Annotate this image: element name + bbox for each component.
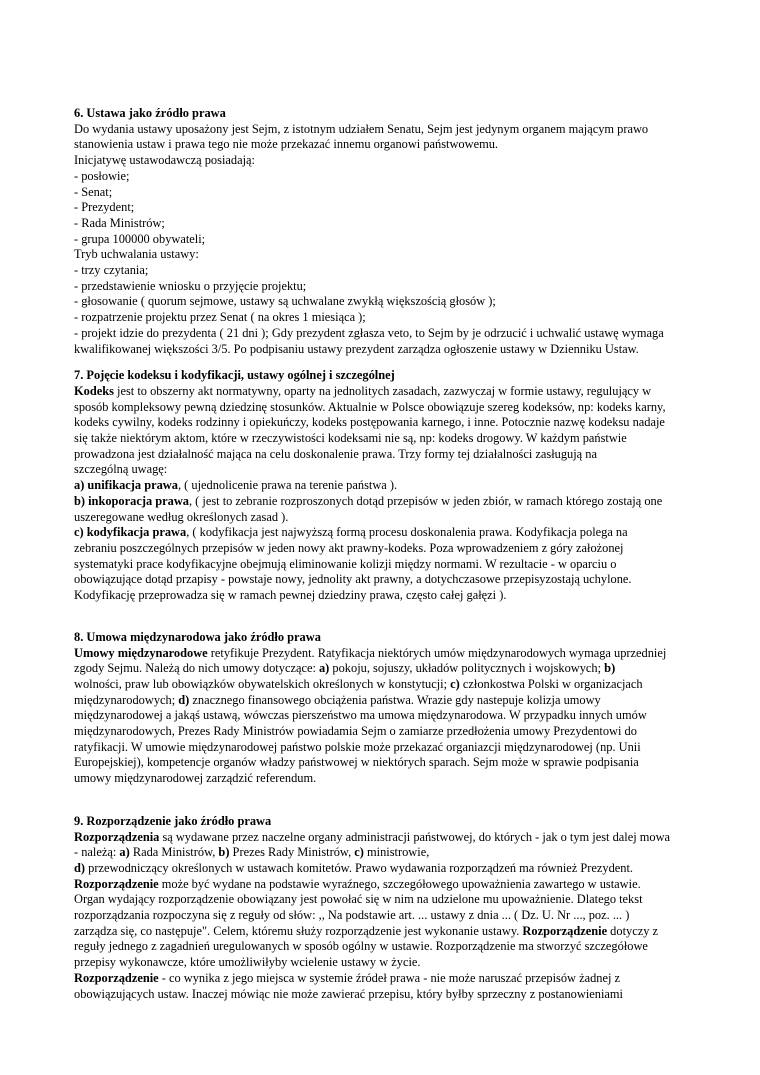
paragraph-line: Kodyfikację przeprowadza się w ramach pewnej dziedziny prawa, często całej gałęzi ). xyxy=(74,588,507,603)
paragraph-line: ratyfikacji. W umowie międzynarodowej państwo polskie może przekazać organiazcji międzynarodowej (np. Unii xyxy=(74,739,641,754)
section-7 xyxy=(74,368,690,604)
paragraph-line: obowiązujących ustaw. Inaczej mówiąc nie może zawierać przepisu, który byłby sprzeczny z postanowieniami xyxy=(74,986,623,1001)
paragraph-line: umowy międzynarodowej zarządzić referendum. xyxy=(74,771,317,786)
section-7-title: 7. Pojęcie kodeksu i kodyfikacji, ustawy ogólnej i szczególnej xyxy=(74,368,395,383)
paragraph-line: systematyki prace kodyfikacyjne obejmują eliminowanie kolizji między normami. W rezultacie - w oparciu o xyxy=(74,556,617,571)
paragraph-line: zebraniu poszczególnych przepisów w jeden nowy akt prawny-kodeks. Poza wprowadzeniem z góry założonej xyxy=(74,540,624,555)
paragraph-line: sposób kompleksowy pewną dziedzinę stosunków. Aktualnie w Polsce obowiązuje szereg kodeksów, np: kodeks karny, xyxy=(74,399,666,414)
paragraph-line: - należą: a) Rada Ministrów, b) Prezes Rady Ministrów, c) ministrowie, xyxy=(74,845,430,860)
procedure-label: Tryb uchwalania ustawy: xyxy=(74,247,199,262)
list-item: - Rada Ministrów; xyxy=(74,215,165,230)
list-item: kwalifikowanej większości 3/5. Po podpisaniu ustawy prezydent zarządza ogłoszenie ustawy w Dzienniku Ustaw. xyxy=(74,341,639,356)
list-item: - projekt idzie do prezydenta ( 21 dni ); Gdy prezydent zgłasza veto, to Sejm by je odrzucić i uchwalić ustawę wymaga xyxy=(74,325,664,340)
paragraph-line: reguły jednego z zagadnień uregulowanych w sposób ogólny w ustawie. Rozporządzenie ma stworzyć szczegółowe xyxy=(74,939,648,954)
paragraph-line: Rozporządzenia są wydawane przez naczelne organy administracji państwowej, do których - jak o tym jest dalej mowa xyxy=(74,829,671,844)
list-item: - grupa 100000 obywateli; xyxy=(74,231,206,246)
section-8 xyxy=(74,630,690,787)
kodeks-term: Kodeks xyxy=(74,383,114,398)
section-6-title: 6. Ustawa jako źródło prawa xyxy=(74,106,226,120)
term-c: c) kodyfikacja prawa xyxy=(74,525,187,540)
paragraph-line: wolności, praw lub obowiązków obywatelskich określonych w konstytucji; c) członkostwa Polski w organizacjach xyxy=(74,676,643,691)
paragraph-line: c) kodyfikacja prawa, ( kodyfikacja jest najwyższą formą procesu doskonalenia prawa. Kodyfikacja polega na xyxy=(74,525,628,540)
paragraph-line: Kodeks jest to obszerny akt normatywny, oparty na jednolitych zasadach, zazwyczaj w formie ustawy, regulujący w xyxy=(74,383,652,398)
paragraph-line: obowiązujące dotąd przapisy - powstaje nowy, jednolity akt prawny, a dotychczasowe przepisyzostają uchylone. xyxy=(74,572,632,587)
section-8-title: 8. Umowa międzynarodowa jako źródło prawa xyxy=(74,629,321,644)
paragraph-line: Rozporządzenie - co wynika z jego miejsca w systemie źródeł prawa - nie może naruszać przepisów żadnej z xyxy=(74,970,621,985)
section-6 xyxy=(74,106,690,357)
section-9-title: 9. Rozporządzenie jako źródło prawa xyxy=(74,813,272,828)
paragraph-line: międzynarodowych, Prezes Rady Ministrów powiadamia Sejm o zamiarze przedłożenia umowy Prezydentowi do xyxy=(74,724,637,739)
list-item: - trzy czytania; xyxy=(74,263,149,278)
list-item: - Senat; xyxy=(74,184,113,199)
paragraph-line: międzynarodowej a jakąś ustawą, wówczas pierszeństwo ma umowa międzynarodowa. W przypadku innych umów xyxy=(74,708,647,723)
paragraph-line: prowadzona jest działalność mająca na celu doskonalenie prawa. Trzy formy tej działalności zasługują na xyxy=(74,446,597,461)
list-item: - Prezydent; xyxy=(74,200,135,215)
paragraph-line: Europejskiej), kompetencje organów władzy państwowej w niektórych sparach. Sejm może w sprawie podpisania xyxy=(74,755,639,770)
list-item: - posłowie; xyxy=(74,168,130,183)
paragraph-line: Do wydania ustawy uposażony jest Sejm, z istotnym udziałem Senatu, Sejm jest jedynym organem mającym prawo xyxy=(74,121,649,136)
paragraph-line: uszeregowane według określonych zasad ). xyxy=(74,509,289,524)
paragraph-line: się także niektórym aktom, które w rzeczywistości kodeksami nie są, np: kodeks drogowy. W każdym państwie xyxy=(74,431,627,446)
paragraph-line: rozporządzania rozpoczyna się z reguły od słów: ,, Na podstawie art. ... ustawy z dnia ... ( Dz. U. Nr ..., poz. ... ) xyxy=(74,908,630,923)
paragraph-line: Rozporządzenie może być wydane na podstawie wyraźnego, szczegółowego upoważnienia zawartego w ustawie. xyxy=(74,876,641,891)
list-item: - głosowanie ( quorum sejmowe, ustawy są uchwalane zwykłą większością głosów ); xyxy=(74,294,496,309)
list-item: - rozpatrzenie projektu przez Senat ( na okres 1 miesiąca ); xyxy=(74,310,366,325)
paragraph-line: kodeks cywilny, kodeks rodzinny i opiekuńczy, kodeks postępowania karnego, i inne. Potocznie nazwę kodeksu nadaje xyxy=(74,415,665,430)
paragraph-line: zgody Sejmu. Należą do nich umowy dotyczące: a) pokoju, sojuszy, układów politycznych i wojskowych; b) xyxy=(74,661,616,676)
paragraph-line: międzynarodowych; d) znacznego finansowego obciążenia państwa. Wrazie gdy nastepuje kolizja umowy xyxy=(74,692,601,707)
term-a: a) unifikacja prawa xyxy=(74,478,178,493)
paragraph-line: stanowienia ustaw i prawa tego nie może przekazać innemu organowi państwowemu. xyxy=(74,137,499,152)
paragraph-line: Umowy międzynarodowe retyfikuje Prezydent. Ratyfikacja niektórych umów międzynarodowych wymaga uprzedniej xyxy=(74,645,667,660)
paragraph-line: b) inkoporacja prawa, ( jest to zebranie rozproszonych dotąd przepisów w jeden zbiór, w ramach którego zostają one xyxy=(74,493,663,508)
paragraph-line: a) unifikacja prawa, ( ujednolicenie prawa na terenie państwa ). xyxy=(74,478,398,493)
term-b: b) inkoporacja prawa xyxy=(74,493,189,508)
paragraph-line: przepisy wykonawcze, które umożliwiłyby wcielenie ustawy w życie. xyxy=(74,955,421,970)
paragraph-line: szczególną uwagę: xyxy=(74,462,168,477)
list-item: - przedstawienie wniosku o przyjęcie projektu; xyxy=(74,278,307,293)
paragraph-line: Organ wydający rozporządzenie obowiązany jest powołać się w nim na udzielone mu upoważnienie. Dlatego tekst xyxy=(74,892,643,907)
paragraph-line: zarządza się, co następuje". Celem, któremu służy rozporządzenie jest wykonanie ustawy. Rozporządzenie dotyczy z xyxy=(74,923,658,938)
document-page xyxy=(74,106,690,1002)
section-9 xyxy=(74,814,690,1002)
paragraph-line: Inicjatywę ustawodawczą posiadają: xyxy=(74,153,255,168)
paragraph-line: d) przewodniczący określonych w ustawach komitetów. Prawo wydawania rozporządzeń ma również Prezydent. xyxy=(74,860,633,875)
